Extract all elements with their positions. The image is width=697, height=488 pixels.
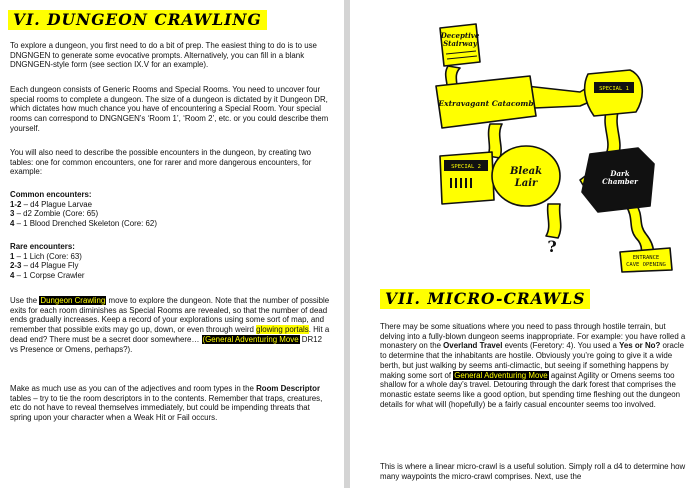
corridor [605,112,620,156]
linear-crawl-paragraph [380,462,690,481]
right-page [350,0,697,488]
paragraph-hostile-terrain: There may be some situations where you need to pass through hostile terrain, but delving into a fully-blown dungeon seems inappropriate. For example: you have rolled a monastery on the Overland Travel events (Feretory: 4). You used a Yes or No? oracle to determine that the inhabitants are hostile. Obviously you’re going to give it a wide berth, but just walking by seems anti-climactic, but seeing if something happens by making some sort of General Adventuring Move against Agility or Omens seems too shallow for a whole day’s travel. Detouring through the dark forest that comprises the monastic estate seems like a good option, but spending time fleshing out the dungeon details for what will (hopefully) be a fairly casual encounter seems too involved. [380,322,686,409]
dungeon-map [430,16,680,274]
encounter-row: 4 – 1 Blood Drenched Skeleton (Core: 62) [10,219,157,229]
highlight-glowing-portals: glowing portals [256,325,309,335]
map-label-chamber-2: Chamber [602,177,638,186]
map-label-special-1: SPECIAL 1 [599,86,629,92]
paragraph-linear-crawl: This is where a linear micro-crawl is a useful solution. Simply roll a d4 to determine how many waypoints the micro-crawl comprises. Next, use the [380,462,686,481]
room-descriptor-paragraph [10,384,332,423]
map-label-staircase-2: Stairway [443,39,477,48]
intro-paragraph [10,41,332,70]
dungeon-map-svg [430,16,680,274]
dungeon-crawling-move-link[interactable]: Dungeon Crawling [40,296,106,305]
common-encounters-title: Common encounters: [10,190,92,199]
paragraph-prep: To explore a dungeon, you first need to do a bit of prep. The easiest thing to do is to use DNGNGEN to generate some evocative prompts. Alternatively, you can fill in a blank DNGNGEN-style form (see section IX.V for an example). [10,41,317,70]
paragraph-move: Use the Dungeon Crawling move to explore the dungeon. Note that the number of possible exits for each room diminishes as Special Rooms are revealed, so that the number of dead ends gradually increases. Keep a record of your explorations using some sort of map, and remember that possible exits may go up, down, or even through weird glowing portals. Hit a dead end? There must be a secret door somewhere… (General Adventuring Move DR12 vs Presence or Omens, perhaps?). [10,296,330,354]
map-label-chamber-1: Dark [610,169,630,178]
map-label-entrance-1: ENTRANCE [632,255,660,261]
rare-encounters-table [10,242,332,281]
section-heading-micro-crawls: VII. MICRO-CRAWLS [380,289,590,309]
map-label-entrance-2: CAVE OPENING [626,262,666,268]
map-label-catacomb: Extravagant Catacomb [438,99,534,108]
rare-encounters-title: Rare encounters: [10,242,75,251]
map-label-special-2: SPECIAL 2 [451,164,481,170]
encounter-row: 4 – 1 Corpse Crawler [10,271,85,281]
paragraph-descriptors: Make as much use as you can of the adjectives and room types in the Room Descriptor tables – try to tie the room descriptors in to the contents. Remember that traps, creatures, etc do not have to reveal themselves immediately, but could be impending threats that spring upon your character when a Weak Hit or Fail occurs. [10,384,323,423]
map-label-lair-1: Bleak [509,166,543,177]
encounter-row: 1 – 1 Lich (Core: 63) [10,251,82,261]
common-encounters-table [10,190,332,229]
encounter-row: 2-3 – d4 Plague Fly [10,261,79,271]
encounter-row: 3 – d2 Zombie (Core: 65) [10,209,99,219]
general-adventuring-move-link-2[interactable]: General Adventuring Move [454,370,548,380]
micro-crawls-paragraph [380,322,690,409]
encounters-intro [10,148,332,177]
left-page [0,0,344,488]
paragraph-rooms: Each dungeon consists of Generic Rooms and Special Rooms. You need to uncover four special rooms to complete a dungeon. The size of a dungeon is dictated by it Dungeon DR, which dictates how much chance you have of encountering a Special Room. Your special rooms can correspond to DNGNGEN’s ‘Room 1’, ‘Room 2’, etc. or you could describe them yourself. [10,85,329,133]
map-label-staircase-1: Deceptive [440,31,480,40]
general-adventuring-move-link[interactable]: (General Adventuring Move [202,334,299,344]
paragraph-encounters: You will also need to describe the possible encounters in the dungeon, by creating two tables: one for common encounters, one for rarer and more dangerous encounters, for example: [10,148,312,177]
encounter-row: 1-2 – d4 Plague Larvae [10,199,93,209]
map-unexplored-question: ? [547,237,557,256]
corridor [526,86,594,108]
section-heading-dungeon-crawling: VI. DUNGEON CRAWLING [8,10,267,30]
map-label-lair-2: Lair [514,178,538,189]
corridor [546,204,561,238]
dungeon-crawling-move-paragraph [10,296,332,354]
rooms-paragraph [10,85,332,134]
